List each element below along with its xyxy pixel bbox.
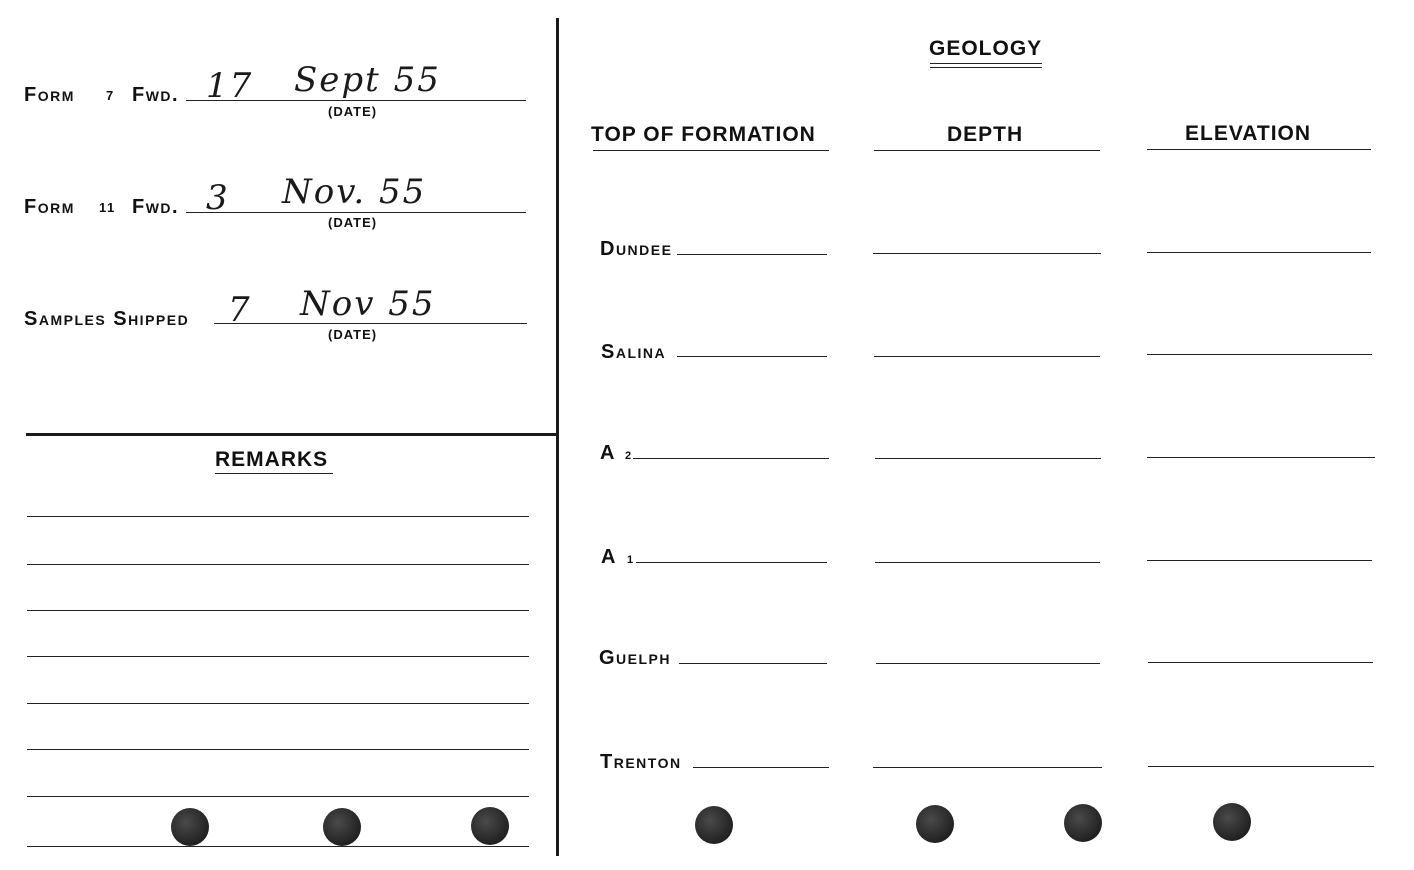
column-header-top-of-formation: TOP OF FORMATION bbox=[591, 123, 816, 146]
forwarded-label: Fwd. bbox=[132, 84, 180, 106]
formation-line bbox=[679, 663, 827, 664]
depth-line bbox=[876, 663, 1100, 664]
handwritten-day: 3 bbox=[206, 178, 230, 218]
formation-name: Guelph bbox=[599, 647, 672, 669]
punch-hole bbox=[916, 805, 954, 843]
punch-hole bbox=[171, 808, 209, 846]
form-number: 11 bbox=[99, 200, 116, 215]
depth-line bbox=[874, 356, 1100, 357]
remarks-line bbox=[27, 610, 529, 611]
date-caption: (DATE) bbox=[328, 104, 378, 119]
date-line bbox=[186, 212, 526, 213]
samples-shipped-label: Samples Shipped bbox=[24, 308, 190, 330]
elevation-line bbox=[1147, 252, 1371, 253]
depth-line bbox=[875, 458, 1101, 459]
column-header-depth: DEPTH bbox=[947, 123, 1024, 146]
elevation-line bbox=[1147, 354, 1372, 355]
elevation-line bbox=[1148, 766, 1374, 767]
formation-line bbox=[677, 356, 827, 357]
formation-line bbox=[636, 562, 827, 563]
date-caption: (DATE) bbox=[328, 327, 378, 342]
punch-hole bbox=[323, 808, 361, 846]
elevation-line bbox=[1148, 662, 1373, 663]
formation-name: A bbox=[601, 546, 617, 568]
depth-line bbox=[873, 767, 1102, 768]
left-section-divider bbox=[26, 433, 557, 436]
formation-line bbox=[677, 254, 827, 255]
column-header-elevation: ELEVATION bbox=[1185, 122, 1312, 145]
formation-line bbox=[693, 767, 829, 768]
center-divider bbox=[556, 18, 559, 856]
remarks-line bbox=[27, 564, 529, 565]
remarks-line bbox=[27, 749, 529, 750]
depth-line bbox=[875, 562, 1100, 563]
geology-title-underline bbox=[930, 63, 1042, 64]
form-label: Form bbox=[24, 84, 75, 106]
remarks-line bbox=[27, 703, 529, 704]
remarks-line bbox=[27, 516, 529, 517]
remarks-line bbox=[27, 796, 529, 797]
column-header-underline bbox=[874, 150, 1100, 151]
punch-hole bbox=[695, 806, 733, 844]
remarks-title: REMARKS bbox=[215, 448, 329, 471]
formation-subscript: 2 bbox=[625, 450, 632, 462]
punch-hole bbox=[1064, 804, 1102, 842]
form-label: Form bbox=[24, 196, 75, 218]
handwritten-day: 7 bbox=[228, 290, 252, 330]
elevation-line bbox=[1147, 457, 1375, 458]
formation-name: Trenton bbox=[600, 751, 682, 773]
handwritten-date: Sept 55 bbox=[294, 60, 441, 100]
geology-title: GEOLOGY bbox=[929, 37, 1043, 60]
formation-name: A bbox=[600, 442, 616, 464]
handwritten-date: Nov 55 bbox=[300, 284, 436, 324]
formation-name: Salina bbox=[601, 341, 667, 363]
date-caption: (DATE) bbox=[328, 215, 378, 230]
remarks-title-underline bbox=[215, 473, 333, 474]
punch-hole bbox=[471, 807, 509, 845]
handwritten-day: 17 bbox=[206, 66, 254, 106]
formation-name: Dundee bbox=[600, 238, 673, 260]
forwarded-label: Fwd. bbox=[132, 196, 180, 218]
depth-line bbox=[873, 253, 1101, 254]
punch-hole bbox=[1213, 803, 1251, 841]
column-header-underline bbox=[1147, 149, 1371, 150]
column-header-underline bbox=[593, 150, 829, 151]
elevation-line bbox=[1147, 560, 1372, 561]
remarks-line bbox=[27, 656, 529, 657]
formation-subscript: 1 bbox=[627, 554, 634, 566]
handwritten-date: Nov. 55 bbox=[282, 172, 427, 212]
formation-line bbox=[633, 458, 829, 459]
geology-title-underline bbox=[930, 67, 1042, 68]
form-number: 7 bbox=[106, 88, 115, 103]
remarks-line bbox=[27, 846, 529, 847]
